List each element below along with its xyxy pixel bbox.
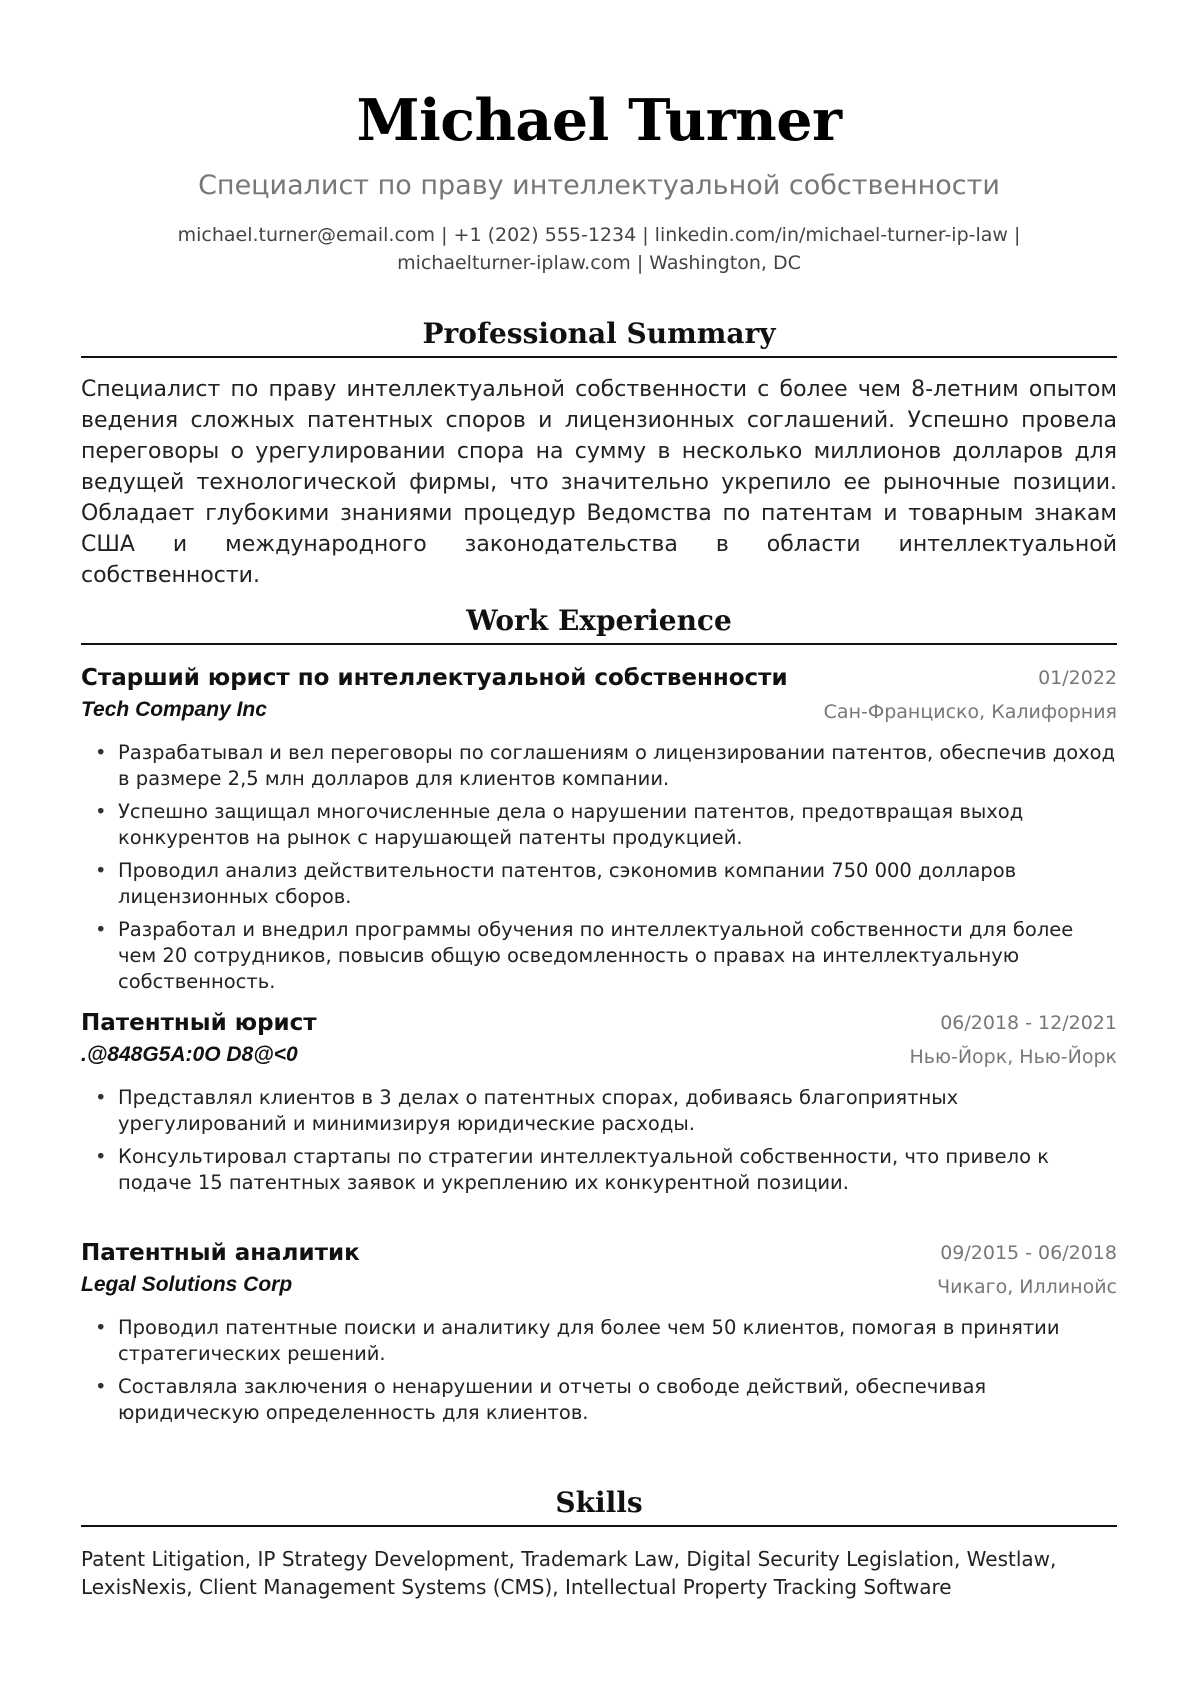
list-item: • Консультировал стартапы по стратегии интеллектуальной собственности, что привело к подаче 15 патентных заявок и укреплению их конкурентной позиции.: [81, 1144, 1117, 1196]
list-item: • Представлял клиентов в 3 делах о патентных спорах, добиваясь благоприятных урегулирований и минимизируя юридические расходы.: [81, 1085, 1117, 1137]
job-bullets: [81, 1315, 1117, 1433]
summary-divider: [81, 356, 1117, 358]
experience-heading: Work Experience: [466, 604, 732, 637]
list-item: • Успешно защищал многочисленные дела о нарушении патентов, предотвращая выход конкурентов на рынок с нарушающей патенты продукцией.: [81, 799, 1117, 851]
experience-divider: [81, 643, 1117, 645]
summary-heading: Professional Summary: [422, 317, 776, 350]
job-bullets: [81, 1085, 1117, 1203]
job-location: Нью-Йорк, Нью-Йорк: [909, 1046, 1117, 1068]
job-location: Сан-Франциско, Калифорния: [823, 701, 1117, 723]
skills-divider: [81, 1525, 1117, 1527]
resume-page: [81, 0, 1117, 1683]
list-item: • Проводил патентные поиски и аналитику для более чем 50 клиентов, помогая в принятии стратегических решений.: [81, 1315, 1117, 1367]
job-bullets: [81, 740, 1117, 1002]
job-company: Tech Company Inc: [81, 698, 267, 721]
job-title: Патентный юрист: [81, 1010, 317, 1036]
job-location: Чикаго, Иллинойс: [937, 1276, 1117, 1298]
skills-text: Patent Litigation, IP Strategy Development, Trademark Law, Digital Security Legislation, Westlaw, LexisNexis, Client Management Systems (CMS), Intellectual Property Tracking Software: [81, 1547, 1057, 1599]
job-title: Старший юрист по интеллектуальной собственности: [81, 665, 788, 691]
skills-heading: Skills: [555, 1486, 643, 1519]
job-title: Патентный аналитик: [81, 1240, 360, 1266]
list-item: • Разработал и внедрил программы обучения по интеллектуальной собственности для более чем 20 сотрудников, повысив общую осведомленность о правах на интеллектуальную собственность.: [81, 917, 1117, 995]
job-company: .@848G5A:0O D8@<0: [81, 1043, 298, 1066]
contact-line-1: michael.turner@email.com | +1 (202) 555-1234 | linkedin.com/in/michael-turner-ip-law |: [177, 224, 1021, 246]
candidate-name: Michael Turner: [356, 87, 842, 154]
job-dates: 06/2018 - 12/2021: [940, 1012, 1117, 1034]
job-company: Legal Solutions Corp: [81, 1273, 293, 1296]
contact-info: [121, 221, 1077, 277]
job-dates: 09/2015 - 06/2018: [940, 1242, 1117, 1264]
contact-line-2: michaelturner-iplaw.com | Washington, DC: [397, 252, 801, 274]
list-item: • Составляла заключения о ненарушении и отчеты о свободе действий, обеспечивая юридическую определенность для клиентов.: [81, 1374, 1117, 1426]
job-dates: 01/2022: [1038, 667, 1117, 689]
candidate-title: Специалист по праву интеллектуальной собственности: [198, 170, 1000, 201]
list-item: • Разрабатывал и вел переговоры по соглашениям о лицензировании патентов, обеспечив доход в размере 2,5 млн долларов для клиентов компании.: [81, 740, 1117, 792]
summary-text: Специалист по праву интеллектуальной собственности с более чем 8-летним опытом ведения сложных патентных споров и лицензионных соглашений. Успешно провела переговоры о урегулировании спора на сумму в несколько миллионов долларов для ведущей технологической фирмы, что значительно укрепило ее рыночные позиции. Обладает глубокими знаниями процедур Ведомства по патентам и товарным знакам США и международного законодательства в области интеллектуальной собственности.: [81, 377, 1117, 588]
list-item: • Проводил анализ действительности патентов, сэкономив компании 750 000 долларов лицензионных сборов.: [81, 858, 1117, 910]
